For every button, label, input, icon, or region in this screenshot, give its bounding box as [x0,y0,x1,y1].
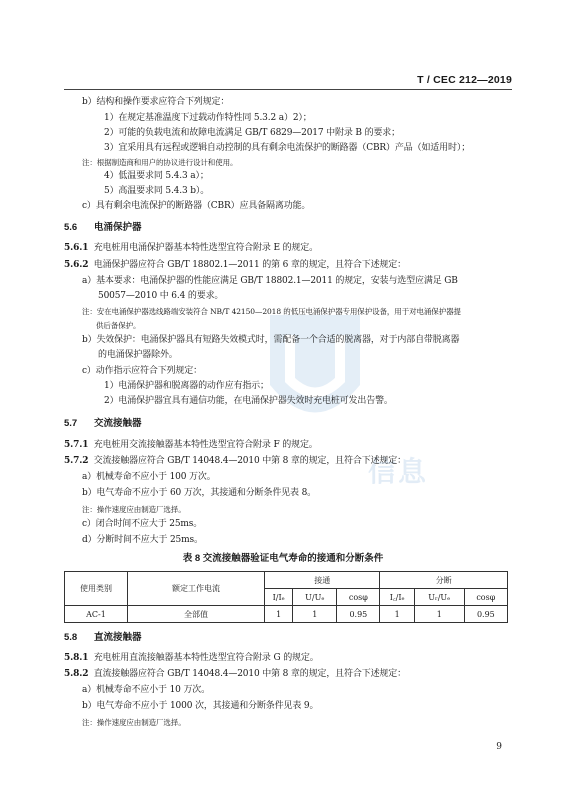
th-sub: U/Uₑ [293,589,337,606]
section-5-7: 5.7 交流接触器 [64,418,142,429]
note-5-6-line2: 供后备保护。 [96,321,141,330]
th-sub: cosφ [464,589,507,606]
table-8 [64,571,508,623]
th-category: 使用类别 [65,572,128,606]
table-cell: 1 [414,606,464,623]
clause-5-8-1: 5.8.1 充电桩用直流接触器基本特性选型宜符合附录 G 的规定。 [64,653,319,663]
item-5-7-a: a）机械寿命不应小于 100 万次。 [82,472,216,482]
table-8-caption: 表 8 交流接触器验证电气寿命的接通和分断条件 [182,553,384,564]
clause-5-7-1: 5.7.1 充电桩用交流接触器基本特性选型宜符合附录 F 的规定。 [64,440,318,450]
table-cell: 0.95 [337,606,380,623]
section-5-8: 5.8 直流接触器 [64,632,142,643]
section-5-6: 5.6 电涌保护器 [64,222,142,233]
item-b1: 1）在规定基准温度下过载动作特性同 5.3.2 a）2）； [104,113,312,123]
th-sub: I꜀/Iₑ [380,589,414,606]
table-cell: 0.95 [464,606,507,623]
item-5-6-c1: 1）电涌保护器和脱离器的动作应有指示； [104,381,269,391]
table-cell: 全部值 [128,606,265,623]
th-make: 接通 [265,572,380,589]
clause-5-6-2: 5.6.2 电涌保护器应符合 GB/T 18802.1—2011 的第 6 章的规定，且符合下述规定： [64,260,406,270]
watermark-logo [260,305,370,445]
item-5-6-a-line1: a）基本要求：电涌保护器的性能应满足 GB/T 18802.1—2011 的规定，安装与选型应满足 GB [82,276,458,286]
th-current: 额定工作电流 [128,572,265,606]
header-rule [64,89,512,90]
item-5-7-c: c）闭合时间不应大于 25ms。 [82,519,203,529]
clause-5-8-2: 5.8.2 直流接触器应符合 GB/T 14048.4—2010 中第 8 章的规定，且符合下述规定： [64,669,406,679]
th-sub: Uᵣ/Uₑ [414,589,464,606]
item-5-6-c: c）动作指示应符合下列规定： [82,366,202,376]
item-b5: 5）高温要求同 5.4.3 b）。 [104,186,210,196]
standard-id: T / CEC 212—2019 [417,74,512,86]
item-5-6-c2: 2）电涌保护器宜具有通信功能，在电涌保护器失效时充电桩可发出告警。 [104,396,393,406]
note-b: 注：根据制造商和用户的协议进行设计和使用。 [82,158,238,167]
table-cell: AC-1 [65,606,128,623]
table-row [65,606,508,623]
item-5-6-b-line2: 的电涌保护器除外。 [98,350,178,360]
page-number: 9 [496,742,502,752]
note-5-8: 注：操作速度应由制造厂选择。 [82,718,186,727]
item-b2: 2）可能的负载电流和故障电流满足 GB/T 6829—2017 中附录 B 的要求； [104,128,400,138]
table-cell: 1 [293,606,337,623]
item-5-6-a-line2: 50057—2010 中 6.4 的要求。 [98,291,224,301]
item-b4: 4）低温要求同 5.4.3 a）； [104,171,209,181]
th-break: 分断 [380,572,508,589]
table-cell: 1 [265,606,293,623]
clause-5-7-2: 5.7.2 交流接触器应符合 GB/T 14048.4—2010 中第 8 章的规定，且符合下述规定： [64,456,406,466]
item-5-7-d: d）分断时间不应大于 25ms。 [82,535,203,545]
note-5-6-line1: 注：安在电涌保护器选线路端安装符合 NB/T 42150—2018 的低压电涌保护器专用保护设备，用于对电涌保护器提 [82,307,461,316]
item-c: c）具有剩余电流保护的断路器（CBR）应具备隔离功能。 [82,201,311,211]
table-cell: 1 [380,606,414,623]
watermark-text: 信息 [368,455,429,488]
note-5-7: 注：操作速度应由制造厂选择。 [82,505,186,514]
clause-5-6-1: 5.6.1 充电桩用电涌保护器基本特性选型宜符合附录 E 的规定。 [64,243,318,253]
th-sub: cosφ [337,589,380,606]
item-5-6-b-line1: b）失效保护：电涌保护器具有短路失效模式时，需配备一个合适的脱离器，对于内部自带脱离器 [82,335,460,345]
item-5-8-a: a）机械寿命不应小于 10 万次。 [82,685,210,695]
item-b: b）结构和操作要求应符合下列规定： [82,97,230,107]
item-5-8-b: b）电气寿命不应小于 1000 次，其接通和分断条件见表 9。 [82,701,319,711]
th-sub: I/Iₑ [265,589,293,606]
item-b3: 3）宜采用具有远程或逻辑自动控制的具有剩余电流保护的断路器（CBR）产品（如适用时）； [104,143,471,153]
item-5-7-b: b）电气寿命不应小于 60 万次，其接通和分断条件见表 8。 [82,488,317,498]
